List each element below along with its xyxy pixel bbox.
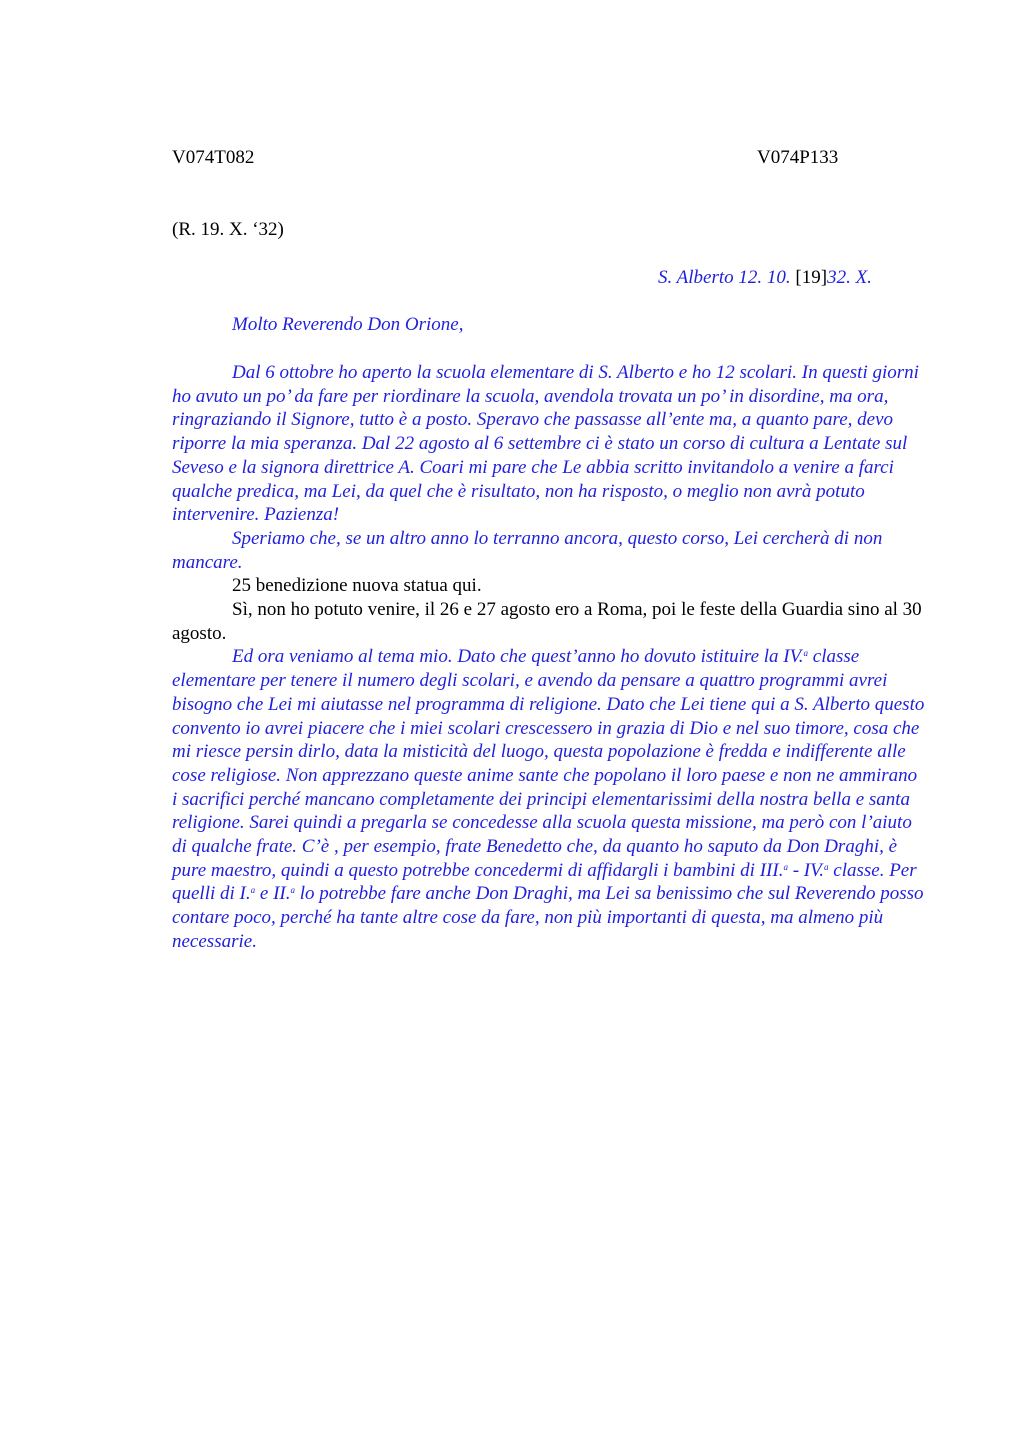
letter-date-bracket: [19] [795, 267, 828, 288]
paragraph-5 [172, 645, 926, 953]
paragraph-5-segment: - IV. [787, 859, 825, 881]
paragraph-5-segment: classe elementare per tenere il numero degli scolari, e avendo da pensare a quattro programmi avrei bisogno che Lei mi aiutasse nel programma di religione. Dato che Lei tiene qui a S. Alberto questo convento io avrei piacere che i miei scolari crescessero in grazia di Dio e nel suo timore, cosa che mi riesce persin dirlo, data la misticità del luogo, questa popolazione è fredda e indifferente alle cose religiose. Non apprezzano queste anime sante che popolano il loro paese e non ne ammirano i sacrifici perché mancano completamente dei principi elementarissimi della nostra bella e santa religione. Sarei quindi a pregarla se concedesse alla scuola questa missione, ma però con l’aiuto di qualche frate. C’è , per esempio, frate Benedetto che, da quanto ho saputo da Don Draghi, è pure maestro, quindi a questo potrebbe concedermi di affidargli i bambini di III. [172, 646, 925, 881]
letter-date-place: S. Alberto 12. 10. [658, 267, 791, 288]
paragraph-5-segment: Ed ora veniamo al tema mio. Dato che quest’anno ho dovuto istituire la IV. [232, 646, 804, 668]
letter-body [172, 361, 926, 954]
letter-date-year: 32. X. [827, 267, 872, 288]
paragraph-3: 25 benedizione nuova statua qui. [232, 575, 482, 597]
superscript-a: a [824, 861, 829, 872]
superscript-a: a [783, 861, 788, 872]
paragraph-5-segment: e II. [255, 883, 291, 905]
received-date: (R. 19. X. ‘32) [172, 219, 284, 240]
letter-date [658, 266, 872, 290]
document-ref-right: V074P133 [757, 147, 839, 168]
paragraph-2: Speriamo che, se un altro anno lo terranno ancora, questo corso, Lei cercherà di non mancare. [172, 527, 883, 573]
document-ref-left: V074T082 [172, 147, 255, 168]
paragraph-5-segment: lo potrebbe fare anche Don Draghi, ma Lei sa benissimo che sul Reverendo posso contare poco, perché ha tante altre cose da fare, non più importanti di questa, ma almeno più necessarie. [172, 883, 924, 952]
paragraph-1: Dal 6 ottobre ho aperto la scuola elementare di S. Alberto e ho 12 scolari. In questi giorni ho avuto un po’ da fare per riordinare la scuola, avendola trovata un po’ in disordine, ma ora, ringraziando il Signore, tutto è a posto. Speravo che passasse all’ente ma, a quanto pare, devo riporre la mia speranza. Dal 22 agosto al 6 settembre ci è stato un corso di cultura a Lentate sul Seveso e la signora direttrice A. Coari mi pare che Le abbia scritto invitandolo a venire a farci qualche predica, ma Lei, da quel che è risultato, non ha risposto, o meglio non avrà potuto intervenire. Pazienza! [172, 362, 919, 526]
superscript-a: a [290, 885, 295, 896]
paragraph-4: Sì, non ho potuto venire, il 26 e 27 agosto ero a Roma, poi le feste della Guardia sino al 30 agosto. [172, 599, 922, 644]
superscript-a: a [250, 885, 256, 896]
salutation: Molto Reverendo Don Orione, [232, 314, 464, 335]
superscript-a: a [803, 648, 809, 659]
paragraph-5-segment: classe. Per quelli di I. [172, 859, 917, 905]
